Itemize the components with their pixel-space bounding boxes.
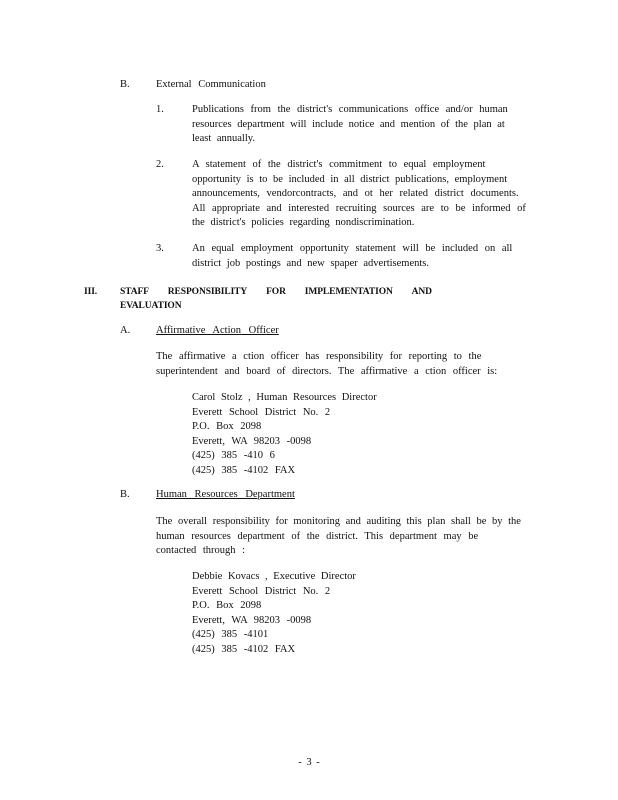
officer-name: Carol Stolz , Human Resources Director [192,392,377,403]
item-1-number: 1. [156,104,164,115]
hr-address-block [192,570,432,657]
item-1-line-1: Publications from the district's communications office and/or human [192,104,508,115]
hr-po-box: P.O. Box 2098 [192,600,262,611]
section-b-label: B. [120,79,130,90]
section-iii-title-line-2: EVALUATION [120,301,182,311]
section-b-hr-para-line-2: human resources department of the district. This department may be [156,530,479,542]
item-2-line-2: opportunity is to be included in all district publications, employment [192,173,508,185]
section-a-title: Affirmative Action Officer [156,325,279,336]
section-a-paragraph [156,350,526,379]
section-b-hr-para-line-3: contacted through : [156,545,246,556]
section-b-title: External Communication [156,79,266,90]
hr-phone: (425) 385 -4101 [192,629,269,640]
item-3-number: 3. [156,243,164,254]
item-2-line-4: All appropriate and interested recruiting sources are to be informed of [192,202,526,214]
officer-phone: (425) 385 -410 6 [192,450,275,461]
item-1-line-3: least annually. [192,133,255,144]
section-iii-label: III. [84,287,98,297]
section-iii-title-word: AND [411,287,432,297]
section-a-para-line-1: The affirmative a ction officer has responsibility for reporting to the [156,351,482,362]
item-2-paragraph [192,158,532,231]
section-a-para-line-2: superintendent and board of directors. The affirmative a ction officer is: [156,365,498,377]
section-b-hr-label: B. [120,489,130,500]
item-3-paragraph [192,242,522,271]
hr-org: Everett School District No. 2 [192,585,331,597]
section-a-label: A. [120,325,131,336]
officer-address-block [192,391,432,478]
section-iii-title-word: RESPONSIBILITY [167,287,248,297]
item-2-line-1: A statement of the district's commitment to equal employment [192,159,486,170]
page-number: - 3 - [298,757,320,768]
item-2-line-5: the district's policies regarding nondiscrimination. [192,217,415,228]
hr-city: Everett, WA 98203 -0098 [192,614,312,626]
section-iii-title-word: FOR [266,287,286,297]
officer-po-box: P.O. Box 2098 [192,421,262,432]
item-2-number: 2. [156,159,164,170]
section-b-hr-paragraph [156,515,534,559]
officer-city: Everett, WA 98203 -0098 [192,435,312,447]
section-iii-title-word: STAFF [120,287,149,297]
section-b-hr-title: Human Resources Department [156,489,295,500]
item-2-line-3: announcements, vendorcontracts, and ot her related district documents. [192,188,519,199]
section-b-hr-para-line-1: The overall responsibility for monitoring and auditing this plan shall be by the [156,516,521,527]
officer-org: Everett School District No. 2 [192,406,331,418]
officer-fax: (425) 385 -4102 FAX [192,464,296,476]
section-iii-title-line-1 [120,285,432,300]
hr-fax: (425) 385 -4102 FAX [192,643,296,655]
item-1-line-2: resources department will include notice and mention of the plan at [192,118,505,130]
section-iii-title-word: IMPLEMENTATION [304,287,393,297]
item-3-line-2: district job postings and new spaper advertisements. [192,257,429,269]
item-1-paragraph [192,103,518,147]
item-3-line-1: An equal employment opportunity statement will be included on all [192,243,513,254]
hr-contact-name: Debbie Kovacs , Executive Director [192,571,356,582]
